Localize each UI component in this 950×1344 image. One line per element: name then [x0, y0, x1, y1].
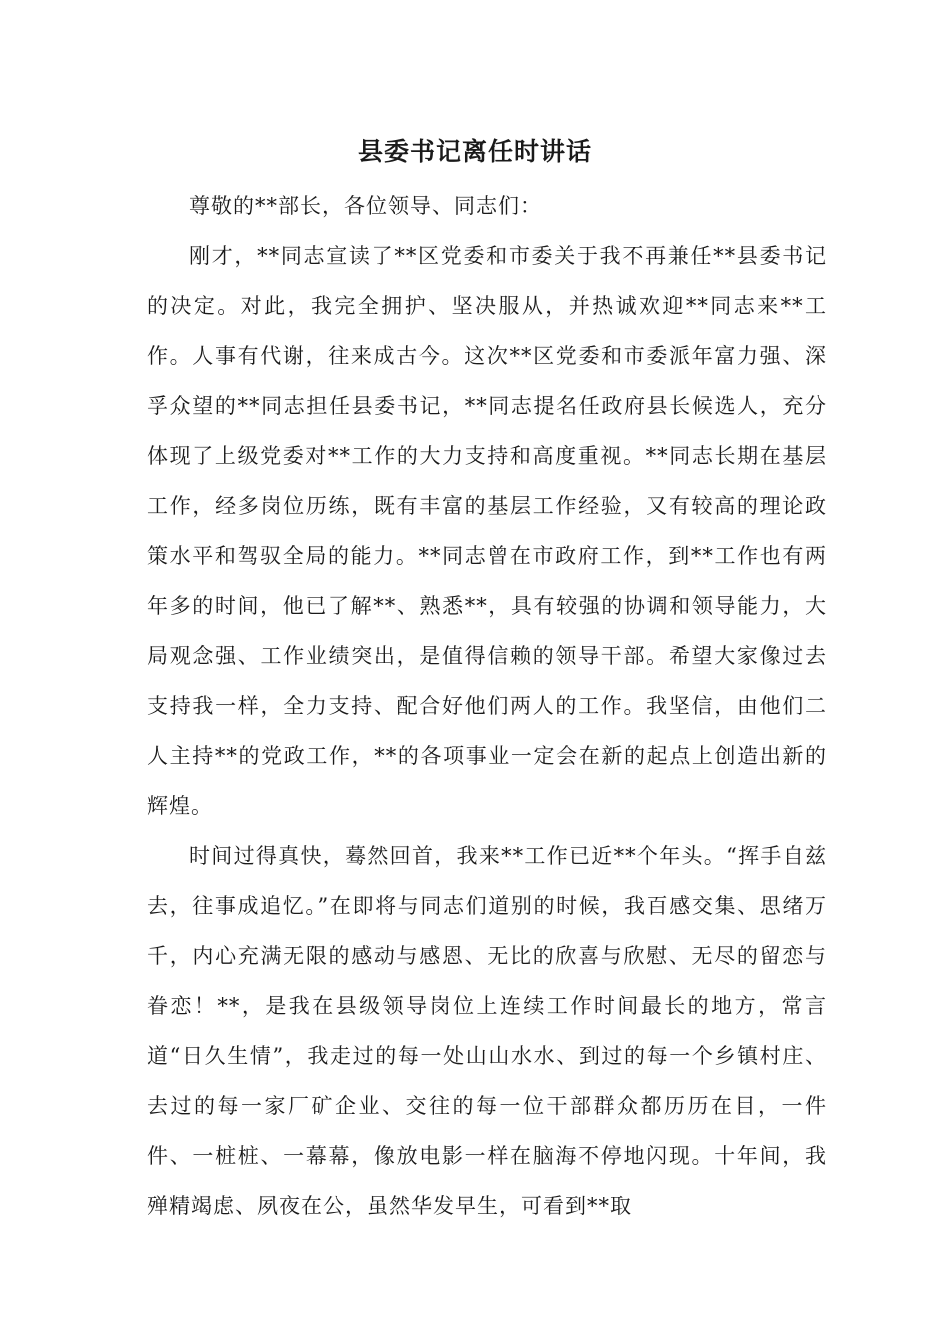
body-paragraph: 时间过得真快，蓦然回首，我来**工作已近**个年头。“挥手自兹去，往事成追忆。”在即将与同志们道别的时候，我百感交集、思绪万千，内心充满无限的感动与感恩、无比的欣喜与欣慰、无尽的留恋与眷恋！**，是我在县级领导岗位上连续工作时间最长的地方，常言道“日久生情”，我走过的每一处山山水水、到过的每一个乡镇村庄、去过的每一家厂矿企业、交往的每一位干部群众都历历在目，一件件、一桩桩、一幕幕，像放电影一样在脑海不停地闪现。十年间，我殚精竭虑、夙夜在公，虽然华发早生，可看到**取	[147, 844, 827, 1218]
body-paragraph: 刚才，**同志宣读了**区党委和市委关于我不再兼任**县委书记的决定。对此，我完全拥护、坚决服从，并热诚欢迎**同志来**工作。人事有代谢，往来成古今。这次**区党委和市委派年富力强、深孚众望的**同志担任县委书记，**同志提名任政府县长候选人，充分体现了上级党委对**工作的大力支持和高度重视。**同志长期在基层工作，经多岗位历练，既有丰富的基层工作经验，又有较高的理论政策水平和驾驭全局的能力。**同志曾在市政府工作，到**工作也有两年多的时间，他已了解**、熟悉**，具有较强的协调和领导能力，大局观念强、工作业绩突出，是值得信赖的领导干部。希望大家像过去支持我一样，全力支持、配合好他们两人的工作。我坚信，由他们二人主持**的党政工作，**的各项事业一定会在新的起点上创造出新的辉煌。	[147, 244, 827, 818]
salutation-paragraph: 尊敬的**部长，各位领导、同志们：	[189, 194, 542, 218]
document-body	[147, 181, 827, 1231]
document-title: 县委书记离任时讲话	[357, 137, 592, 166]
